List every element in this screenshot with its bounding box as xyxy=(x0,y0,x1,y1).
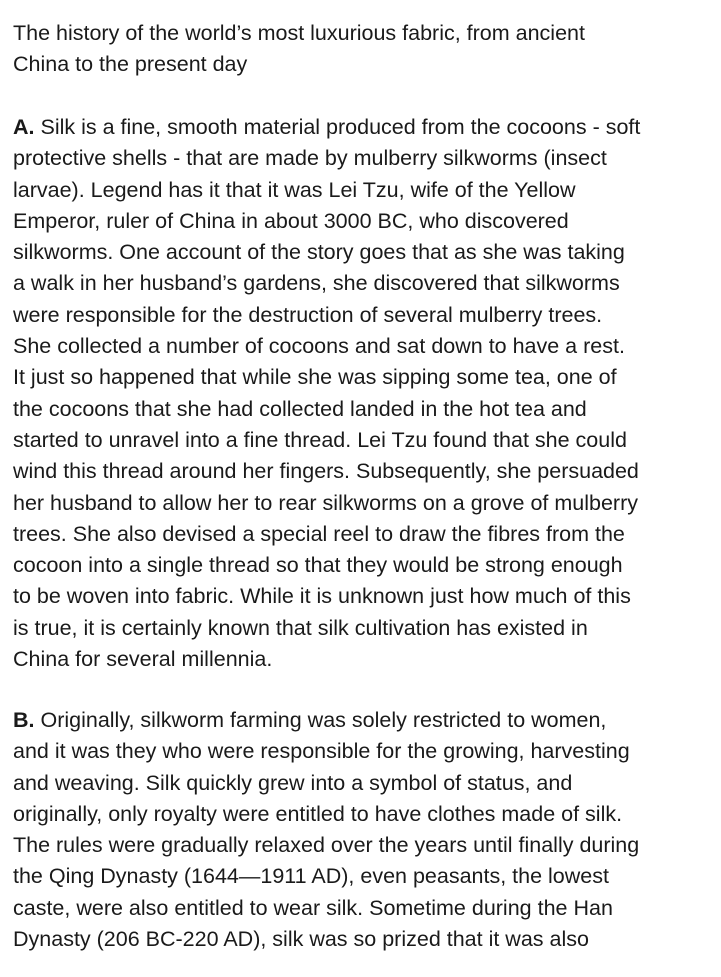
paragraph-a-label: A. xyxy=(13,115,35,139)
paragraph-b xyxy=(13,705,713,955)
paragraph-b-text: Originally, silkworm farming was solely restricted to women, and it was they who were responsible for the growing, harvesting and weaving. Silk quickly grew into a symbol of status, and originally, only royalty were entitled to have clothes made of silk. The rules were gradually relaxed over the years until finally during the Qing Dynasty (1644—1911 AD), even peasants, the lowest caste, were also entitled to wear silk. Sometime during the Han Dynasty (206 BC-220 AD), silk was so prized that it was also xyxy=(13,708,640,952)
article-subtitle: The history of the world’s most luxurious fabric, from ancient China to the present day xyxy=(13,21,585,77)
paragraph-a xyxy=(13,112,713,675)
paragraph-a-text: Silk is a fine, smooth material produced from the cocoons - soft protective shells - that are made by mulberry silkworms (insect larvae). Legend has it that it was Lei Tzu, wife of the Yellow Emperor, ruler of China in about 3000 BC, who discovered silkworms. One account of the story goes that as she was taking a walk in her husband’s gardens, she discovered that silkworms were responsible for the destruction of several mulberry trees. She collected a number of cocoons and sat down to have a rest. It just so happened that while she was sipping some tea, one of the cocoons that she had collected landed in the hot tea and started to unravel into a fine thread. Lei Tzu found that she could wind this thread around her fingers. Subsequently, she persuaded her husband to allow her to rear silkworms on a grove of mulberry trees. She also devised a special reel to draw the fibres from the cocoon into a single thread so that they would be strong enough to be woven into fabric. While it is unknown just how much of this is true, it is certainly known that silk cultivation has existed in China for several millennia. xyxy=(13,115,641,672)
paragraph-b-label: B. xyxy=(13,708,35,732)
